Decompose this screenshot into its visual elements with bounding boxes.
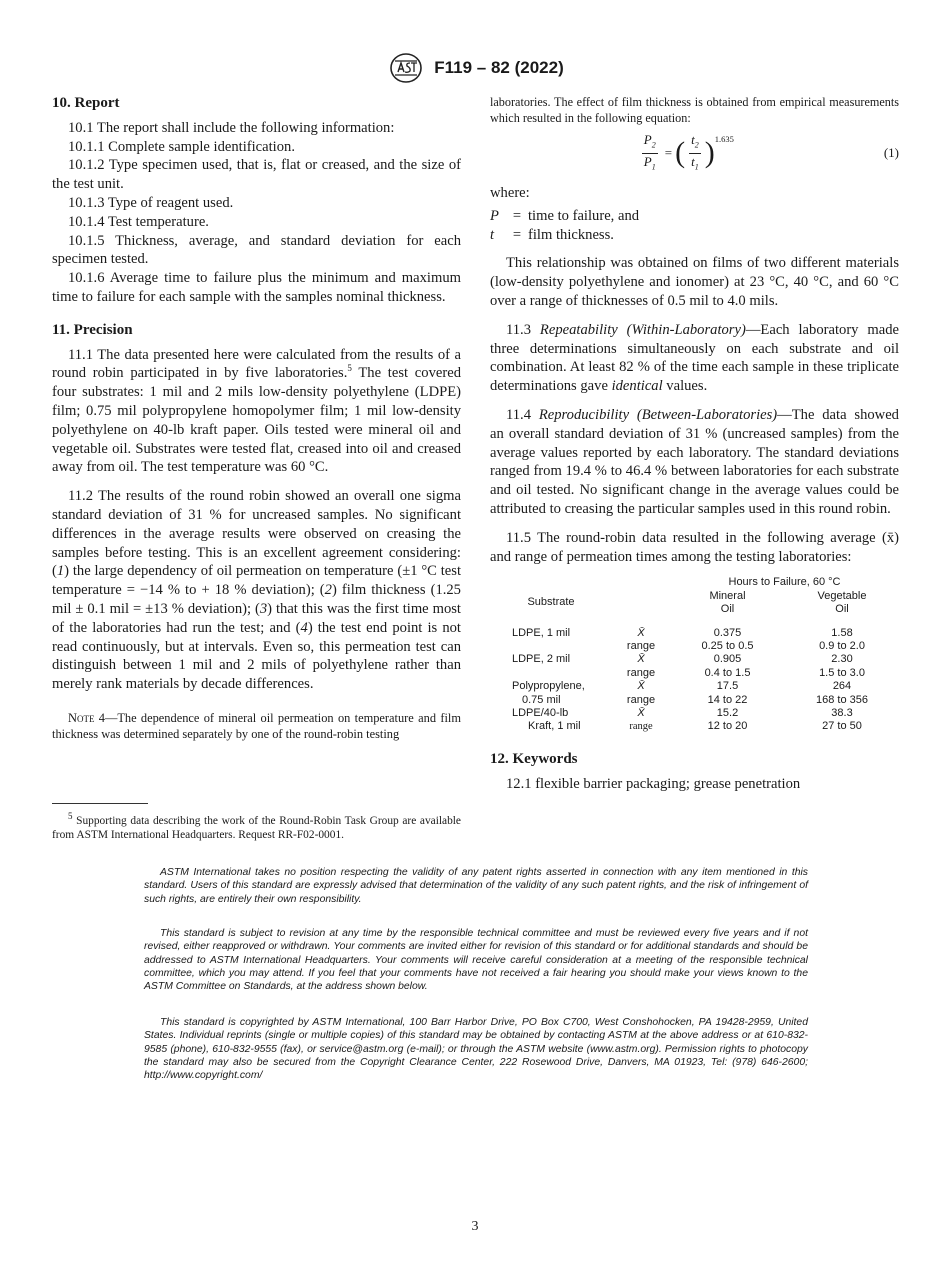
paragraph-11-2: 11.2 The results of the round robin showed an overall one sigma standard deviation of 31 % for uncreased samples. No significant differences in the average results were observed on creasing the samples before testing. This is an excellent agreement considering: (1) the large dependency of oil permeation on temperature (±1 °C test temperature = −14 % to + 18 % deviation); (2) film thickness (1.25 mil ± 0.1 mil = ±13 % deviation); (3) that this was the first time most of the laboratories had run the test; and (4) the test end point is not read continuously, but at intervals. Even so, this permeation test can distinguish between 1 mil and 2 mils of polyethylene rather than merely rank materials by decade differences. [52, 488, 461, 693]
table-header-vegetable: Vegetable [817, 589, 867, 602]
footnote-5: $^5$ Supporting data describing the work of the Round-Robin Task Group are available from ASTM International Headquarters. Request RR-F02-0001. [52, 811, 461, 841]
table-header-mineral: Mineral [709, 589, 746, 602]
astm-logo-icon [386, 52, 426, 84]
table-row: range 0.25 to 0.5 0.9 to 2.0 [626, 639, 865, 652]
report-item: 10.1.5 Thickness, average, and standard deviation for each specimen tested. [52, 232, 461, 268]
equation-exponent: 1.635 [714, 133, 734, 144]
where-item: t = film thickness. [490, 226, 614, 243]
table-group-header: Hours to Failure, 60 °C [728, 576, 841, 589]
copyright-notice: This standard is copyrighted by ASTM International, 100 Barr Harbor Drive, PO Box C700, West Conshohocken, PA 19428-2959, United States. Individual reprints (single or multiple copies) of this standard may be obtained by contacting ASTM at the above address or at 610-832-9585 (phone), 610-832-9555 (fax), or service@astm.org (e-mail); or through the ASTM website (www.astm.org). Permission rights to photocopy the standard may also be secured from the Copyright Clearance Center, 222 Rosewood Drive, Danvers, MA 01923, Tel: (978) 646-2600; http://www.copyright.com/ [144, 1017, 808, 1082]
equation-number: (1) [883, 144, 899, 160]
report-item: 10.1.6 Average time to failure plus the minimum and maximum time to failure for each sample with the samples nominal thickness. [52, 270, 461, 305]
equation-1: $\frac{P_2}{P_1}$ = ( $\frac{t_2}{t_1}$ ) 1.635 (1) [490, 130, 899, 176]
pressure-ratio: $\frac{P_2}{P_1}$ [643, 131, 656, 172]
thickness-ratio: $\frac{t_2}{t_1}$ [691, 131, 699, 172]
table-row: LDPE, 2 mil X̄ 0.905 2.30 [512, 653, 853, 666]
table-row: LDPE/40-lb X̄ 15.2 38.3 [512, 707, 853, 719]
where-label: where: [490, 185, 530, 201]
keywords-text: 12.1 flexible barrier packaging; grease penetration [506, 775, 801, 792]
where-item: P = time to failure, and [490, 207, 640, 224]
report-item: 10.1.3 Type of reagent used. [68, 194, 234, 211]
report-heading: 10. Report [52, 95, 120, 111]
continued-text: laboratories. The effect of film thickness is obtained from empirical measurements which resulted in the following equation: [490, 95, 899, 125]
table-row: Kraft, 1 mil range 12 to 20 27 to 50 [528, 720, 862, 733]
report-item: 10.1.4 Test temperature. [68, 213, 209, 230]
right-column [490, 94, 899, 793]
footnote-ref: 5 [347, 363, 352, 374]
page-header [0, 52, 950, 84]
table-row: range 0.4 to 1.5 1.5 to 3.0 [626, 666, 865, 679]
footnote-divider [52, 803, 148, 804]
paragraph-11-4: 11.4 Reproducibility (Between-Laboratories)—The data showed an overall standard deviation of 31 % (uncreased samples) from the average values reported by each laboratory. The standard deviations ranged from 19.4 % to 46.4 % between laboratories for each substrate and oil tested. No significant change in the average values could be attributed to creasing the particular samples used in this round robin. [490, 406, 899, 517]
keywords-heading: 12. Keywords [490, 750, 578, 767]
page-number: 3 [471, 1219, 479, 1234]
report-item: 10.1.1 Complete sample identification. [68, 138, 295, 155]
report-item: 10.1.2 Type specimen used, that is, flat or creased, and the size of the test unit. [52, 157, 461, 193]
table-row: LDPE, 1 mil X̄ 0.375 1.58 [512, 626, 853, 639]
standard-designation: F119 – 82 (2022) [434, 58, 564, 77]
paragraph-11-5: 11.5 The round-robin data resulted in the following average (x̄) and range of permeation times among the testing laboratories: [490, 529, 899, 565]
paragraph-11-1: 11.1 The data presented here were calculated from the results of a round robin participated in by five laboratories.$^5$ The test covered four substrates: 1 mil and 2 mils low-density polyethylene (LDPE) film; 0.75 mil polypropylene homopolymer film; 1 mil low-density polyethylene on 40-lb kraft paper. Oils tested were mineral oil and vegetable oil. Substrates were tested flat, creased into oil and creased away from oil. The test temperature was 60 °C. [52, 346, 461, 476]
note-4: Note 4—The dependence of mineral oil permeation on temperature and film thickness was determined separately by one of the round-robin testing [52, 710, 461, 741]
revision-notice: This standard is subject to revision at any time by the responsible technical committee and must be reviewed every five years and if not revised, either reapproved or withdrawn. Your comments are invited either for revision of this standard or for additional standards and should be addressed to ASTM International Headquarters. Your comments will receive careful consideration at a meeting of the responsible technical committee, which you may attend. If you feel that your comments have not received a fair hearing you should make your views known to the ASTM Committee on Standards, at the address shown below. [144, 928, 808, 993]
patent-notice: ASTM International takes no position respecting the validity of any patent rights asserted in connection with any item mentioned in this standard. Users of this standard are expressly advised that determination of the validity of any such patent rights, and the risk of infringement of such rights, are entirely their own responsibility. [144, 867, 808, 905]
permeation-table: Hours to Failure, 60 °C Substrate Mineral Vegetable Oil Oil LDPE, 1 mil X̄ 0.375 1.58 range 0.25 to 0.5 0.9 to 2.0 LDPE, 2 mil X̄ 0.905 2.30 range 0.4 to 1.5 1.5 to 3.0 Polypropylene, X̄ 17.5 264 0.75 mil range 14 to 22 168 to 356 LDPE/40-lb X̄ 15.2 38.3 Kraft, 1 mil range 12 to 20 27 to 50 [490, 576, 899, 733]
table-header-substrate: Substrate [527, 596, 575, 609]
relationship-paragraph: This relationship was obtained on films of two different materials (low-density polyethylene and ionomer) at 23 °C, 40 °C, and 60 °C over a range of thicknesses of 0.5 mil to 4.0 mils. [490, 255, 899, 309]
table-row: 0.75 mil range 14 to 22 168 to 356 [522, 693, 868, 706]
paragraph-11-3: 11.3 Repeatability (Within-Laboratory)—Each laboratory made three determinations simultaneously on each substrate and oil combination. At least 82 % of the time each sample in these triplicate determinations gave identical values. [490, 321, 899, 395]
left-column [52, 94, 461, 742]
precision-heading: 11. Precision [52, 321, 133, 338]
table-row: Polypropylene, X̄ 17.5 264 [512, 680, 852, 693]
report-item: 10.1 The report shall include the following information: [68, 119, 395, 136]
